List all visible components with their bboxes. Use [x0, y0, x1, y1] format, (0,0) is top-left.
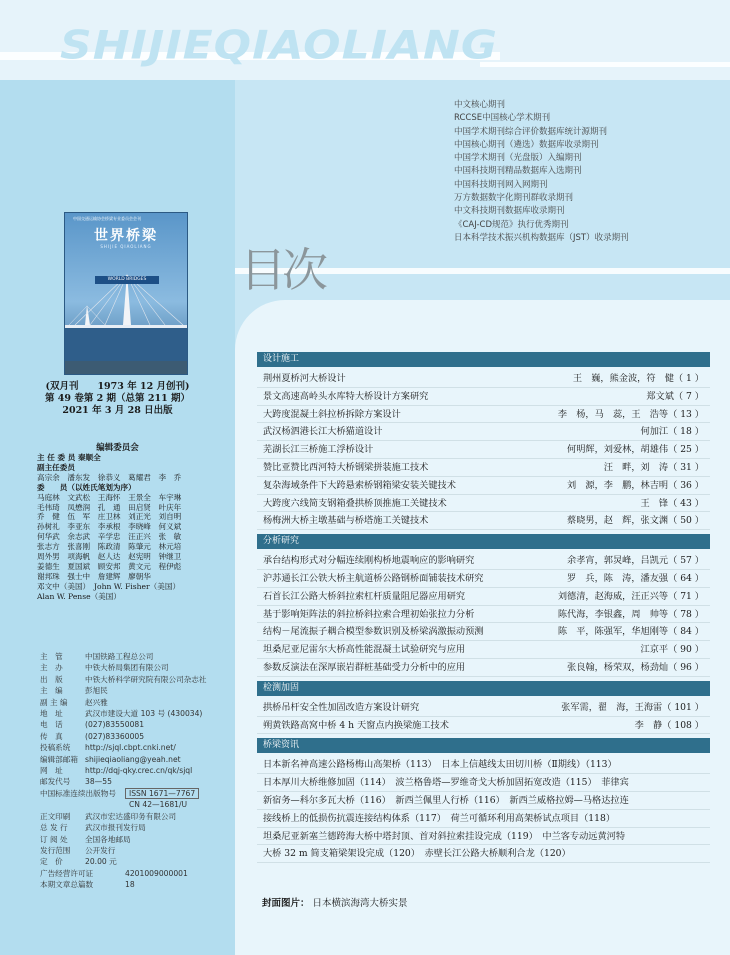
- publisher-field-label: 主 编: [40, 686, 63, 696]
- publisher-field-value: 中铁大桥科学研究院有限公司杂志社: [85, 674, 207, 684]
- publisher-field-value: 赵兴雅: [85, 697, 108, 707]
- indexing-list: [454, 99, 629, 245]
- publisher-field-value: 4201009000001: [125, 868, 188, 878]
- indexing-item: 中文核心期刊: [454, 100, 506, 110]
- publisher-row: [40, 651, 235, 662]
- board-member-line: 何华武 余志武 辛学忠 汪正兴 张 敏: [37, 532, 182, 542]
- indexing-item: 中国核心期刊（遴选）数据库收录期刊: [454, 139, 599, 150]
- journal-cover-image: [64, 212, 188, 375]
- toc-entry-title: 景文高速高岭头水库特大桥设计方案研究: [263, 390, 429, 402]
- toc-entry[interactable]: [257, 606, 710, 624]
- toc-entry-title: 沪苏通长江公铁大桥主航道桥公路钢桥面铺装技术研究: [263, 572, 484, 584]
- board-member-line: Alan W. Pense（美国）: [37, 591, 121, 601]
- publisher-field-label: 传 真: [40, 731, 63, 741]
- toc-entry-authors: 王 巍，熊金波，符 健（ 1 ）: [572, 373, 704, 384]
- board-member-line: 毛伟琦 凤懋润 孔 通 田启贤 叶庆年: [37, 502, 182, 512]
- cn-number-row: [40, 799, 235, 810]
- publisher-field-label: 电 话: [40, 720, 63, 730]
- toc-entry[interactable]: [257, 641, 710, 659]
- indexing-item: 中文科技期刊数据库收录期刊: [454, 206, 565, 217]
- publisher-row: [40, 845, 235, 856]
- publisher-field-value: 武汉市建设大道 103 号 (430034): [85, 709, 203, 719]
- indexing-item: 《CAJ-CD规范》执行优秀期刊: [454, 219, 569, 230]
- toc-entry[interactable]: [257, 441, 710, 459]
- toc-entry[interactable]: [257, 388, 710, 406]
- toc-entry-title: 大跨度六线简支钢箱叠拱桥顶推施工关键技术: [263, 497, 447, 509]
- publisher-row: [40, 708, 235, 719]
- toc-entry-title: 拱桥吊杆安全性加固改造方案设计研究: [263, 701, 420, 713]
- toc-entry[interactable]: [257, 659, 710, 677]
- table-of-contents: [257, 348, 710, 863]
- toc-entry-authors: 陈 平，陈强军，华旭刚等（ 84 ）: [557, 626, 704, 638]
- editorial-board-list: [37, 453, 232, 602]
- toc-entry-title: 参数反演法在深厚嵌岩群桩基础受力分析中的应用: [263, 661, 466, 673]
- toc-entry-authors: 刘德清，赵海威，汪正兴等（ 71 ）: [557, 590, 704, 602]
- publisher-row: [40, 719, 235, 730]
- publisher-field-label: 发行范围: [40, 845, 71, 855]
- publisher-field-label: 广告经营许可证: [40, 868, 94, 878]
- cover-photo-label: 封面图片：: [262, 898, 310, 909]
- toc-entry[interactable]: [257, 570, 710, 588]
- publisher-field-label: 正文印刷: [40, 811, 71, 821]
- board-member-line: 张志方 张喜刚 陈政清 陈肇元 林元培: [37, 542, 182, 552]
- publisher-row: [40, 754, 235, 765]
- board-member-line: 孙树礼 李亚东 李承根 李晓峰 何义斌: [37, 522, 182, 532]
- toc-entry-title: 大跨度混凝土斜拉桥拆除方案设计: [263, 408, 401, 420]
- issn-number: ISSN 1671—7767: [125, 788, 199, 799]
- publisher-field-value: 彭旭民: [85, 686, 108, 696]
- board-member-line: 姜德生 夏国斌 顾安邦 黄文元 程伊彪: [37, 561, 182, 571]
- publisher-field-label: 主 办: [40, 663, 63, 673]
- serial-number-row: [40, 788, 235, 799]
- cn-number: CN 42—1681/U: [129, 800, 188, 810]
- news-line: 日本新名神高速公路杨梅山高架桥（113） 日本上信越线太田切川桥（Ⅱ期线）（113）: [257, 756, 710, 774]
- board-member-line: 委 员（以姓氏笔划为序）: [37, 482, 136, 492]
- news-line: 新宿务—科尔多瓦大桥（116） 新西兰佩里人行桥（116） 新西兰威格拉姆—马格达拉连: [257, 792, 710, 810]
- toc-entry-title: 武汉杨泗港长江大桥猫道设计: [263, 426, 383, 438]
- serial-label: 中国标准连续出版物号: [40, 788, 116, 798]
- toc-section-header: 检测加固: [257, 681, 710, 696]
- publisher-field-value: http://dqj-qky.crec.cn/qk/sjql: [85, 766, 193, 776]
- board-member-line: 高宗余 潘东发 徐恭义 葛耀君 李 乔: [37, 472, 182, 482]
- publisher-field-label: 编辑部邮箱: [40, 754, 78, 764]
- board-member-line: 谢邦珠 强士中 詹建辉 廖朝华: [37, 571, 151, 581]
- publisher-field-label: 副 主 编: [40, 697, 68, 707]
- indexing-item: RCCSE中国核心学术期刊: [454, 113, 551, 124]
- publisher-field-label: 投稿系统: [40, 743, 71, 753]
- toc-entry[interactable]: [257, 623, 710, 641]
- news-line: 日本厚川大桥维修加固（114） 波兰格鲁塔—罗维奇戈大桥加固拓宽改造（115） 菲律宾: [257, 774, 710, 792]
- toc-entry-authors: 蔡晓男，赵 辉，张文渊（ 50 ）: [567, 515, 704, 527]
- publisher-field-value: shijieqiaoliang@yeah.net: [85, 754, 181, 764]
- toc-entry-authors: 汪 畔，刘 涛（ 31 ）: [603, 461, 704, 473]
- publisher-row: [40, 856, 235, 867]
- toc-entry-title: 杨梅洲大桥主墩基础与桥塔施工关键技术: [263, 515, 429, 527]
- indexing-item: 中国学术期刊综合评价数据库统计源期刊: [454, 126, 608, 137]
- publisher-field-label: 本期文章总篇数: [40, 880, 94, 890]
- toc-entry[interactable]: [257, 423, 710, 441]
- issue-frequency: (双月刊 1973 年 12 月创刊): [45, 381, 190, 392]
- toc-entry-title: 朔黄铁路高窝中桥 4 h 天窗点内换梁施工技术: [263, 719, 449, 731]
- publisher-field-value: http://sjql.cbpt.cnki.net/: [85, 743, 176, 753]
- indexing-item: 中国科技期刊网入网期刊: [454, 179, 548, 190]
- publisher-field-label: 邮发代号: [40, 777, 71, 787]
- publisher-row: [40, 742, 235, 753]
- toc-entry[interactable]: [257, 717, 710, 735]
- publisher-field-value: 20.00 元: [85, 857, 117, 867]
- cover-photo-text: 日本横滨海湾大桥实景: [312, 898, 408, 909]
- publisher-field-label: 主 管: [40, 652, 63, 661]
- cover-subtitle: SHIJIE QIAOLIANG: [100, 244, 152, 249]
- publisher-field-value: 中国铁路工程总公司: [85, 652, 154, 661]
- toc-entry-title: 复杂海域条件下大跨悬索桥钢箱梁安装关键技术: [263, 479, 456, 491]
- news-line: 接线桥上的低损伤抗震连接结构体系（117） 荷兰可循环利用高架桥试点项目（118）: [257, 810, 710, 828]
- publisher-row: [40, 811, 235, 822]
- issue-date: 2021 年 3 月 28 日出版: [62, 405, 173, 416]
- publisher-info: [40, 651, 235, 891]
- toc-entry[interactable]: [257, 459, 710, 477]
- cover-photo-caption: [262, 895, 408, 909]
- publisher-field-value: 公开发行: [85, 845, 116, 855]
- cover-top-text: 中国交通运输协会桥梁专业委员会会刊: [73, 216, 141, 221]
- toc-entry-authors: 陈代海，李银鑫，周 帅等（ 78 ）: [557, 608, 704, 620]
- toc-entry[interactable]: [257, 477, 710, 495]
- publisher-row: [40, 765, 235, 776]
- toc-entry-title: 芜湖长江三桥施工浮桥设计: [263, 444, 374, 456]
- toc-entry[interactable]: [257, 370, 710, 388]
- publisher-row: [40, 776, 235, 787]
- publisher-field-value: 武汉市报刊发行局: [85, 823, 146, 833]
- publisher-field-value: 中铁大桥局集团有限公司: [85, 663, 169, 673]
- publisher-field-value: 武汉市宏达盛印务有限公司: [85, 811, 177, 821]
- board-member-line: 副主任委员: [37, 462, 75, 472]
- toc-entry[interactable]: [257, 552, 710, 570]
- publisher-row: [40, 685, 235, 696]
- brand-watermark: SHIJIEQIAOLIANG: [60, 22, 498, 69]
- publisher-field-label: 定 价: [40, 857, 63, 867]
- toc-entry-title: 基于影响矩阵法的斜拉桥斜拉索合理初始张拉力分析: [263, 608, 475, 620]
- toc-entry-title: 荆州夏桥河大桥设计: [263, 373, 346, 384]
- indexing-item: 万方数据数字化期刊群收录期刊: [454, 193, 574, 204]
- toc-entry-title: 石首长江公路大桥斜拉索杠杆质量阻尼器应用研究: [263, 590, 466, 602]
- issue-info: [0, 381, 235, 417]
- toc-entry-authors: 罗 兵，陈 涛，潘友强（ 64 ）: [567, 572, 704, 584]
- toc-entry[interactable]: [257, 495, 710, 513]
- publisher-row: [40, 662, 235, 673]
- publisher-field-value: 38—55: [85, 777, 112, 787]
- publisher-field-label: 订 阅 处: [40, 834, 68, 844]
- board-member-line: 乔 健 伍 军 庄卫林 刘正光 刘自明: [37, 512, 182, 522]
- board-member-line: 邓文中（美国） John W. Fisher（美国）: [37, 581, 181, 591]
- news-line: 坦桑尼亚新塞兰德跨海大桥中塔封顶、首对斜拉索挂设完成（119） 中兰客专动远黄河特: [257, 828, 710, 846]
- news-line: 大桥 32 m 简支箱梁架设完成（120） 赤壁长江公路大桥顺利合龙（120）: [257, 845, 710, 863]
- toc-entry-authors: 余孝宵，郭炅峰，吕凯元（ 57 ）: [567, 555, 704, 567]
- toc-entry[interactable]: [257, 588, 710, 606]
- toc-entry-authors: 何明辉，刘爱林，胡雄伟（ 25 ）: [567, 444, 704, 456]
- publisher-row: [40, 834, 235, 845]
- publisher-row: [40, 879, 235, 890]
- toc-entry-authors: 王 锋（ 43 ）: [640, 497, 704, 509]
- toc-entry-authors: 江京平（ 90 ）: [640, 644, 704, 656]
- toc-entry-authors: 张军需，翟 海，王海雷（ 101 ）: [561, 701, 704, 713]
- cover-title: 世界桥梁: [94, 228, 158, 244]
- toc-entry[interactable]: [257, 699, 710, 717]
- toc-section-header: 设计施工: [257, 352, 710, 367]
- toc-entry-title: 结构－尾流振子耦合模型参数识别及桥梁涡激振动预测: [263, 626, 484, 638]
- publisher-field-value: 全国各地邮局: [85, 834, 131, 844]
- publisher-row: [40, 697, 235, 708]
- toc-section-header: 分析研究: [257, 534, 710, 549]
- toc-entry-authors: 张良翰，杨荣双，杨劲灿（ 96 ）: [567, 661, 704, 673]
- indexing-item: 日本科学技术振兴机构数据库（JST）收录期刊: [454, 232, 629, 243]
- board-member-line: 马庭林 文武松 王海怀 王景全 车宇琳: [37, 492, 182, 502]
- publisher-field-label: 网 址: [40, 766, 63, 776]
- toc-entry-authors: 李 静（ 108 ）: [634, 719, 704, 731]
- toc-entry-title: 承台结构形式对分幅连续刚构桥地震响应的影响研究: [263, 555, 475, 567]
- board-member-line: 主 任 委 员 秦顺全: [37, 453, 101, 462]
- toc-entry[interactable]: [257, 512, 710, 530]
- issue-volume: 第 49 卷第 2 期（总第 211 期）: [44, 393, 190, 404]
- publisher-field-value: (027)83550081: [85, 720, 145, 730]
- publisher-field-value: (027)83360005: [85, 731, 145, 741]
- publisher-field-label: 地 址: [40, 709, 63, 719]
- toc-entry-authors: 何加江（ 18 ）: [640, 426, 704, 438]
- indexing-item: 中国学术期刊（光盘版）入编期刊: [454, 153, 582, 164]
- publisher-field-label: 总 发 行: [40, 823, 68, 833]
- toc-entry-title: 坦桑尼亚尼雷尔大桥高性能混凝土试验研究与应用: [263, 644, 466, 656]
- publisher-field-label: 出 版: [40, 674, 63, 684]
- cover-badge: WORLD BRIDGES: [95, 276, 159, 284]
- publisher-row: [40, 674, 235, 685]
- publisher-row: [40, 731, 235, 742]
- indexing-item: 中国科技期刊精品数据库入选期刊: [454, 166, 582, 177]
- decor-stripe: [480, 62, 730, 67]
- toc-entry-authors: 李 杨，马 蕊，王 浩等（ 13 ）: [557, 408, 704, 420]
- toc-section-header: 桥梁资讯: [257, 738, 710, 753]
- toc-entry[interactable]: [257, 406, 710, 424]
- toc-entry-authors: 刘 源，李 鹏，林吉明（ 36 ）: [567, 479, 704, 491]
- toc-entry-title: 赞比亚赞比西河特大桥钢梁拼装施工技术: [263, 461, 429, 473]
- board-member-line: 周外男 项海帆 赵人达 赵宪明 钟继卫: [37, 552, 182, 562]
- toc-entry-authors: 郑文斌（ 7 ）: [646, 390, 704, 402]
- publisher-field-value: 18: [125, 880, 135, 890]
- publisher-row: [40, 822, 235, 833]
- toc-title: 目次: [240, 243, 324, 297]
- editorial-board-title: 编辑委员会: [96, 443, 139, 453]
- publisher-row: [40, 868, 235, 879]
